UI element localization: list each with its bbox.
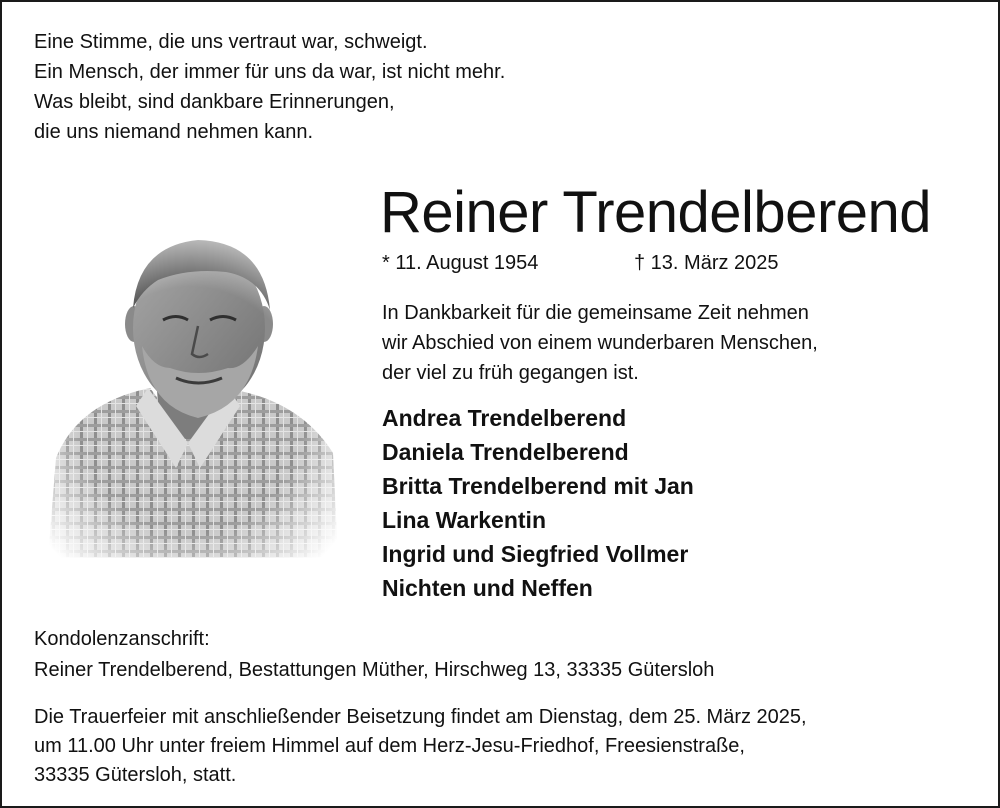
funeral-line: Die Trauerfeier mit anschließender Beisetzung findet am Dienstag, dem 25. März 2025, [34,706,807,728]
birth-date: * 11. August 1954 [382,252,539,274]
mourner-name: Britta Trendelberend mit Jan [382,473,694,499]
intro-line: die uns niemand nehmen kann. [34,121,314,143]
intro-line: Ein Mensch, der immer für uns da war, ist nicht mehr. [34,61,506,83]
funeral-notice [34,703,807,790]
funeral-line: um 11.00 Uhr unter freiem Himmel auf dem Herz-Jesu-Friedhof, Freesienstraße, [34,735,745,757]
gratitude-line: In Dankbarkeit für die gemeinsame Zeit nehmen [382,302,809,324]
deceased-name: Reiner Trendelberend [380,180,932,245]
mourner-name: Andrea Trendelberend [382,405,627,431]
condolence-address: Reiner Trendelberend, Bestattungen Müther, Hirschweg 13, 33335 Gütersloh [34,659,715,681]
intro-verse [34,27,505,147]
death-date: † 13. März 2025 [634,252,779,274]
mourner-name: Ingrid und Siegfried Vollmer [382,541,689,567]
intro-line: Was bleibt, sind dankbare Erinnerungen, [34,91,395,113]
mourner-name: Nichten und Neffen [382,575,593,601]
condolence-label: Kondolenzanschrift: [34,628,210,650]
condolence-section [34,624,714,686]
mourners-list [382,401,694,605]
gratitude-line: der viel zu früh gegangen ist. [382,362,639,384]
mourner-name: Daniela Trendelberend [382,439,629,465]
portrait-photo [38,228,344,558]
funeral-line: 33335 Gütersloh, statt. [34,764,237,786]
gratitude-text [382,298,818,388]
intro-line: Eine Stimme, die uns vertraut war, schweigt. [34,31,428,53]
mourner-name: Lina Warkentin [382,507,546,533]
gratitude-line: wir Abschied von einem wunderbaren Menschen, [382,332,818,354]
